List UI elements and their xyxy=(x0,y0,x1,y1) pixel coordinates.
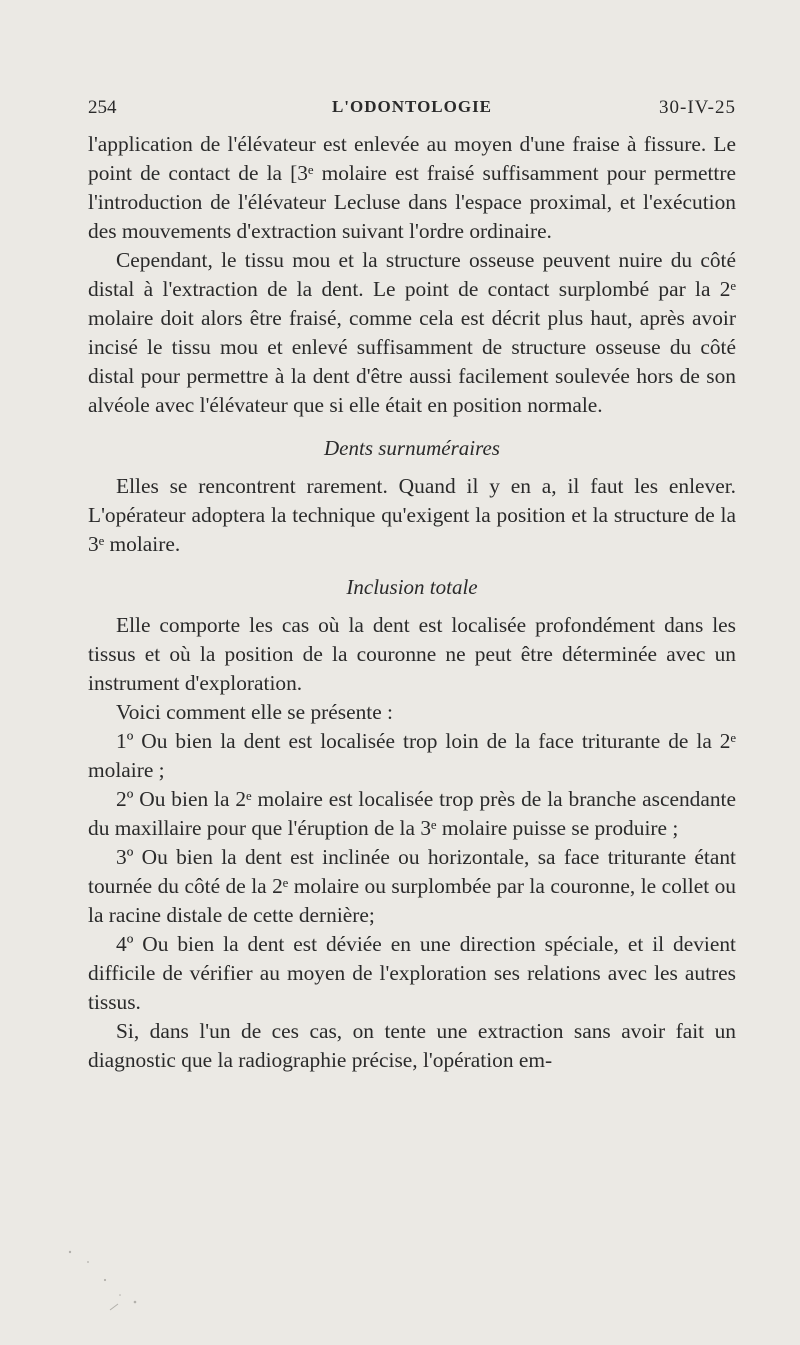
journal-title: L'ODONTOLOGIE xyxy=(331,97,493,116)
paragraph: l'application de l'élévateur est enlevée au moyen d'une fraise à fissure. Le point de contact de la [3ᵉ molaire est fraisé suffisamment pour permettre l'introduction de l'élévateur Lecluse dans l'espace proximal, et l'exécution des mouvements d'extraction suivant l'ordre ordinaire. xyxy=(88,132,736,243)
list-item: 3º Ou bien la dent est inclinée ou horizontale, sa face triturante étant tournée du côté de la 2ᵉ molaire ou surplombée par la couronne, le collet ou la racine distale de cette dernière; xyxy=(88,845,736,927)
paragraph: Elles se rencontrent rarement. Quand il y en a, il faut les enlever. L'opérateur adoptera la technique qu'exigent la position et la structure de la 3ᵉ molaire. xyxy=(88,474,736,556)
paragraph: Elle comporte les cas où la dent est localisée profondément dans les tissus et où la position de la couronne ne peut être déterminée avec un instrument d'exploration. xyxy=(88,613,736,695)
section-heading-inclusion-totale: Inclusion totale xyxy=(346,575,478,599)
paper-specks-icon xyxy=(50,1240,170,1320)
section-heading-dents-surnumeraires: Dents surnuméraires xyxy=(324,436,500,460)
list-item: 2º Ou bien la 2ᵉ molaire est localisée trop près de la branche ascendante du maxillaire pour que l'éruption de la 3ᵉ molaire puisse se produire ; xyxy=(88,787,736,840)
page-number: 254 xyxy=(88,97,117,118)
paragraph: Si, dans l'un de ces cas, on tente une extraction sans avoir fait un diagnostic que la radiographie précise, l'opération em- xyxy=(88,1019,736,1072)
paper-specks-decoration xyxy=(50,1240,170,1320)
list-item: 4º Ou bien la dent est déviée en une direction spéciale, et il devient difficile de vérifier au moyen de l'exploration ses relations avec les autres tissus. xyxy=(88,932,736,1014)
paragraph: Cependant, le tissu mou et la structure osseuse peuvent nuire du côté distal à l'extraction de la dent. Le point de contact surplombé par la 2ᵉ molaire doit alors être fraisé, comme cela est décrit plus haut, après avoir incisé le tissu mou et enlevé suffisamment de structure osseuse du côté distal pour permettre à la dent d'être aussi facilement soulevée hors de son alvéole avec l'élévateur que si elle était en position normale. xyxy=(88,248,736,417)
paragraph: Voici comment elle se présente : xyxy=(116,700,394,724)
issue-date: 30-IV-25 xyxy=(659,97,736,118)
running-head xyxy=(88,97,736,127)
list-item: 1º Ou bien la dent est localisée trop loin de la face triturante de la 2ᵉ molaire ; xyxy=(88,729,736,782)
body-text xyxy=(88,130,736,1075)
